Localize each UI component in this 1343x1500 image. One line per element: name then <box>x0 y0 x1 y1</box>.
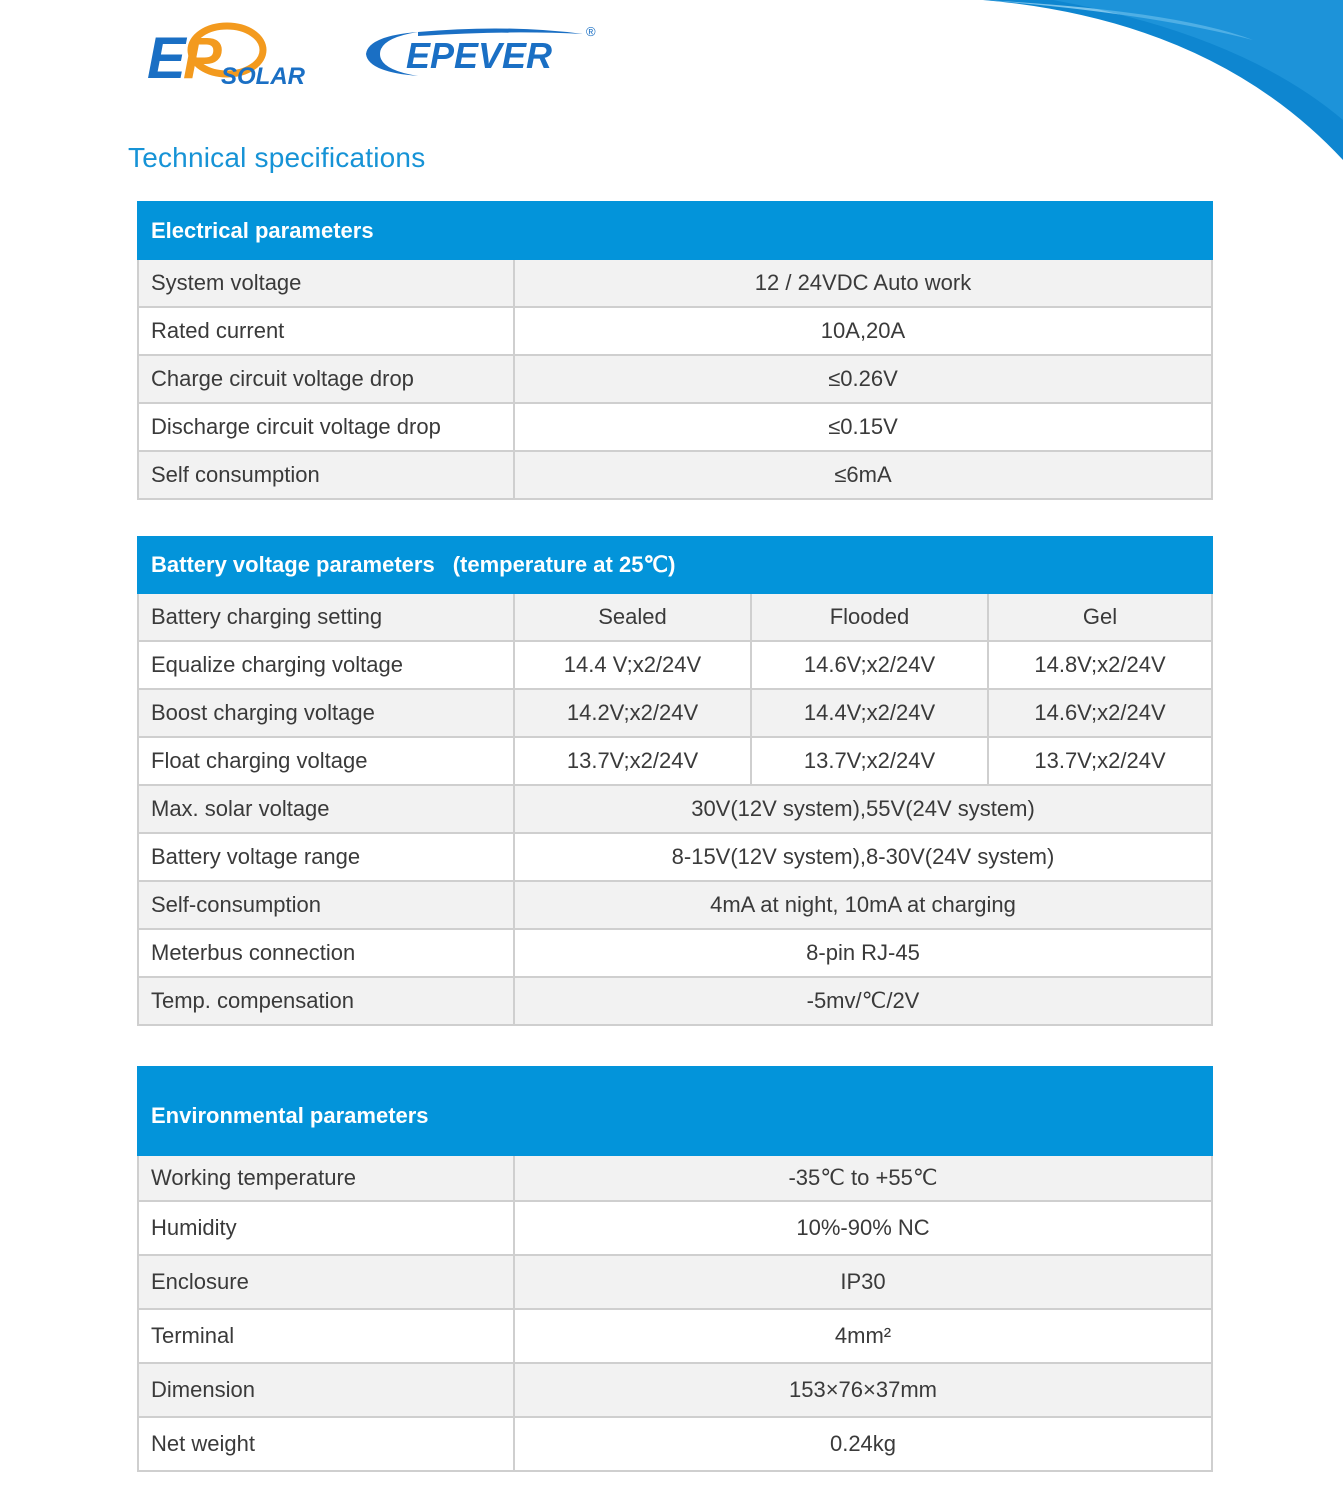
table-row <box>138 689 1212 737</box>
battery-heading-note: (temperature at 25℃) <box>452 552 676 577</box>
row-value: ≤0.15V <box>514 403 1212 451</box>
table-row <box>138 1201 1212 1255</box>
table-row <box>138 1309 1212 1363</box>
row-label: Battery charging setting <box>138 593 514 641</box>
battery-type-sealed: Sealed <box>514 593 751 641</box>
table-row <box>138 593 1212 641</box>
row-value: 13.7V;x2/24V <box>988 737 1212 785</box>
row-value: IP30 <box>514 1255 1212 1309</box>
environmental-heading: Environmental parameters <box>138 1067 1212 1155</box>
row-label: Equalize charging voltage <box>138 641 514 689</box>
row-value: 14.6V;x2/24V <box>988 689 1212 737</box>
row-label: Humidity <box>138 1201 514 1255</box>
environmental-parameters-table <box>137 1066 1213 1472</box>
row-value: 10A,20A <box>514 307 1212 355</box>
svg-text:E: E <box>147 26 186 91</box>
row-value: ≤6mA <box>514 451 1212 499</box>
row-value: -35℃ to +55℃ <box>514 1155 1212 1201</box>
battery-heading <box>138 537 1212 593</box>
row-label: System voltage <box>138 259 514 307</box>
epever-logo <box>358 22 603 84</box>
epever-logo-text: EPEVER <box>406 35 553 76</box>
row-value: ≤0.26V <box>514 355 1212 403</box>
row-label: Dimension <box>138 1363 514 1417</box>
row-label: Working temperature <box>138 1155 514 1201</box>
row-value: 14.2V;x2/24V <box>514 689 751 737</box>
battery-voltage-parameters-table <box>137 536 1213 1026</box>
row-value: 10%-90% NC <box>514 1201 1212 1255</box>
row-label: Self consumption <box>138 451 514 499</box>
page-title: Technical specifications <box>128 142 426 173</box>
table-row <box>138 355 1212 403</box>
electrical-parameters-table <box>137 201 1213 500</box>
row-label: Max. solar voltage <box>138 785 514 833</box>
table-row <box>138 1417 1212 1471</box>
row-label: Terminal <box>138 1309 514 1363</box>
row-label: Temp. compensation <box>138 977 514 1025</box>
registered-mark: ® <box>586 24 596 39</box>
row-value: 8-pin RJ-45 <box>514 929 1212 977</box>
electrical-heading: Electrical parameters <box>138 202 1212 259</box>
table-row <box>138 929 1212 977</box>
row-value: 8-15V(12V system),8-30V(24V system) <box>514 833 1212 881</box>
row-value: 13.7V;x2/24V <box>514 737 751 785</box>
row-value: -5mv/℃/2V <box>514 977 1212 1025</box>
battery-heading-title: Battery voltage parameters <box>151 552 435 577</box>
row-label: Discharge circuit voltage drop <box>138 403 514 451</box>
svg-text:P: P <box>183 26 222 91</box>
table-row <box>138 259 1212 307</box>
row-value: 14.4 V;x2/24V <box>514 641 751 689</box>
table-row <box>138 1155 1212 1201</box>
table-row <box>138 1363 1212 1417</box>
row-value: 153×76×37mm <box>514 1363 1212 1417</box>
row-label: Enclosure <box>138 1255 514 1309</box>
row-label: Float charging voltage <box>138 737 514 785</box>
row-label: Boost charging voltage <box>138 689 514 737</box>
table-row <box>138 833 1212 881</box>
row-value: 14.4V;x2/24V <box>751 689 988 737</box>
table-row <box>138 881 1212 929</box>
row-label: Net weight <box>138 1417 514 1471</box>
row-value: 30V(12V system),55V(24V system) <box>514 785 1212 833</box>
table-row <box>138 785 1212 833</box>
row-value: 12 / 24VDC Auto work <box>514 259 1212 307</box>
battery-type-flooded: Flooded <box>751 593 988 641</box>
row-value: 4mm² <box>514 1309 1212 1363</box>
row-value: 0.24kg <box>514 1417 1212 1471</box>
battery-type-gel: Gel <box>988 593 1212 641</box>
row-value: 13.7V;x2/24V <box>751 737 988 785</box>
table-row <box>138 977 1212 1025</box>
row-label: Rated current <box>138 307 514 355</box>
row-label: Battery voltage range <box>138 833 514 881</box>
table-row <box>138 451 1212 499</box>
row-value: 4mA at night, 10mA at charging <box>514 881 1212 929</box>
row-label: Meterbus connection <box>138 929 514 977</box>
row-value: 14.6V;x2/24V <box>751 641 988 689</box>
epsolar-logo <box>145 18 340 100</box>
table-row <box>138 403 1212 451</box>
epsolar-logo-solar-text: SOLAR <box>221 63 305 90</box>
row-value: 14.8V;x2/24V <box>988 641 1212 689</box>
table-row <box>138 641 1212 689</box>
table-row <box>138 307 1212 355</box>
row-label: Self-consumption <box>138 881 514 929</box>
corner-swoosh-decoration <box>923 0 1343 170</box>
row-label: Charge circuit voltage drop <box>138 355 514 403</box>
table-row <box>138 737 1212 785</box>
table-row <box>138 1255 1212 1309</box>
